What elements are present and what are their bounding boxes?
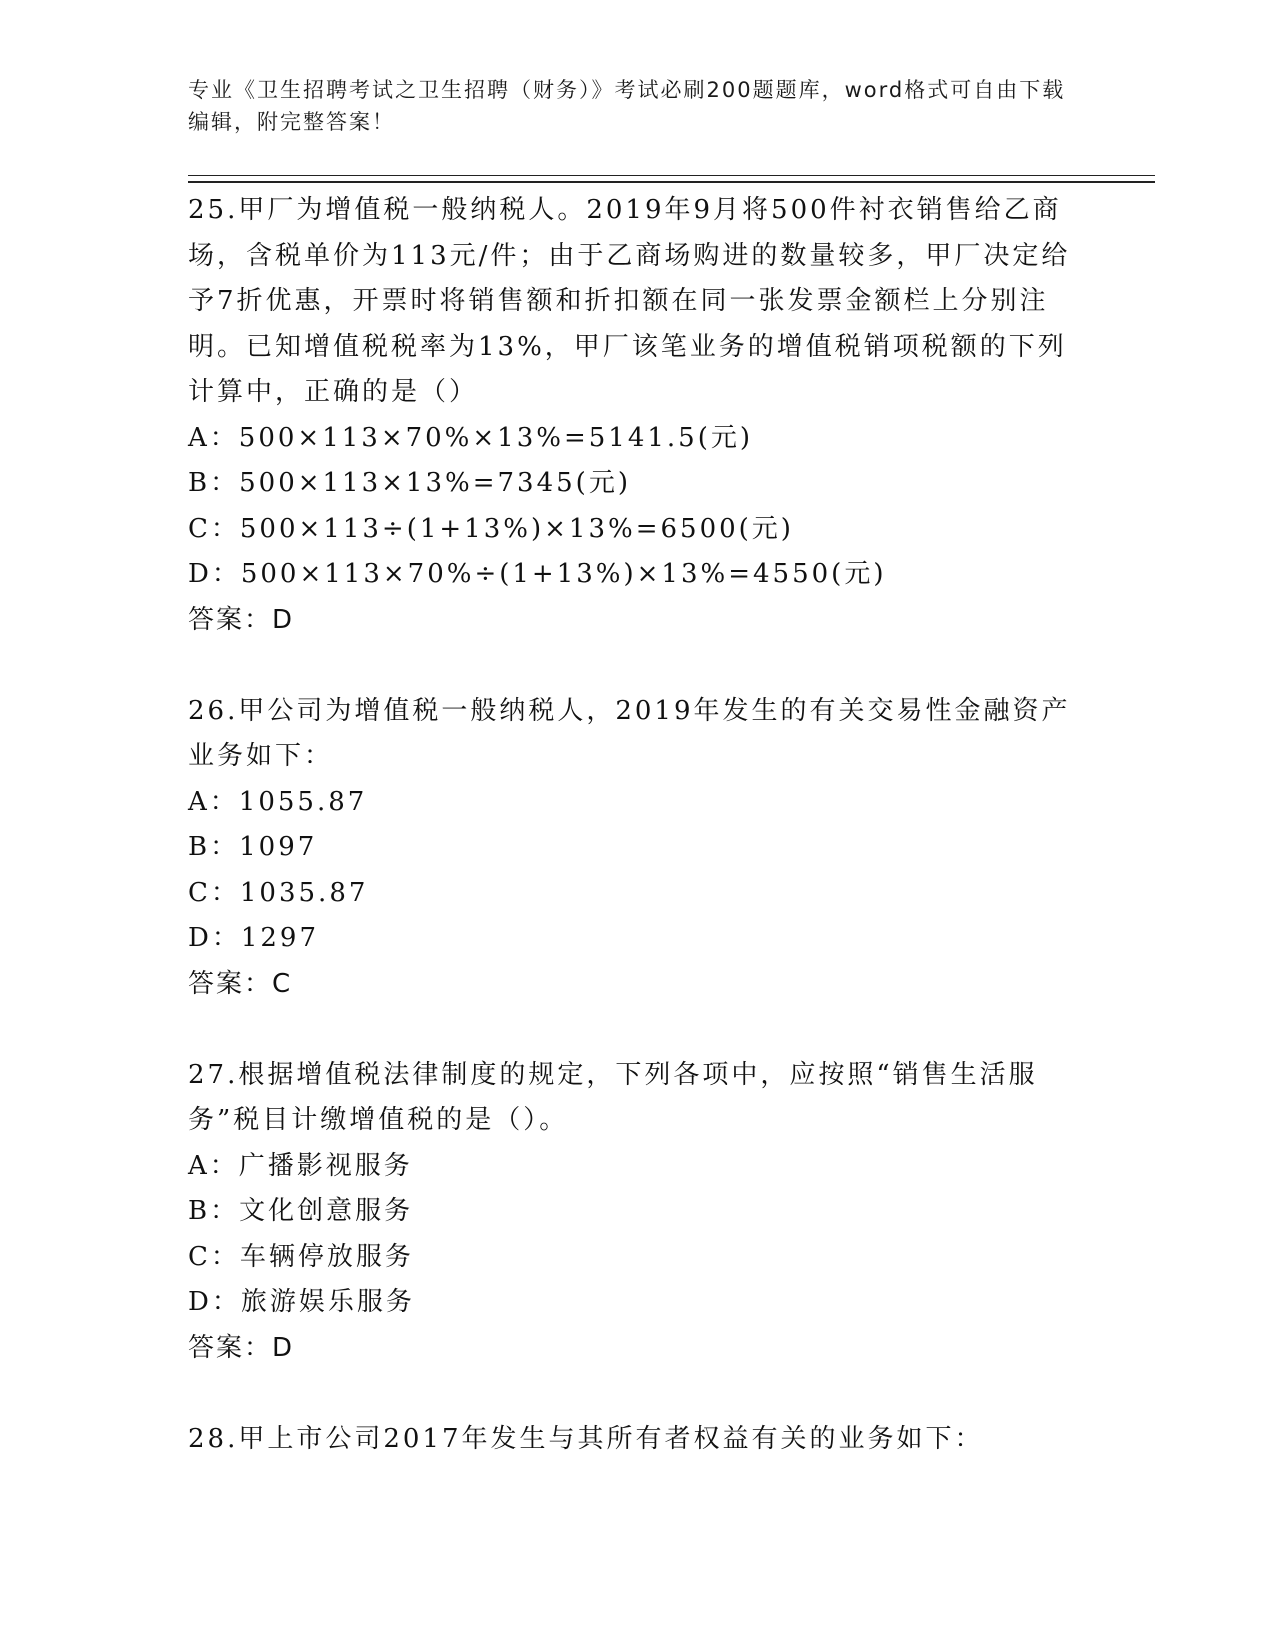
question-26 — [188, 689, 1088, 1008]
option-c: C：500×113÷(1+13%)×13%=6500(元) — [188, 513, 794, 544]
question-stem: 28.甲上市公司2017年发生与其所有者权益有关的业务如下： — [188, 1423, 984, 1454]
option-b: B：500×113×13%=7345(元) — [188, 468, 631, 498]
question-stem: 26.甲公司为增值税一般纳税人，2019年发生的有关交易性金融资产业务如下： — [188, 695, 1071, 771]
question-list — [188, 188, 1088, 1508]
option-b: B：1097 — [188, 832, 318, 862]
document-header: 专业《卫生招聘考试之卫生招聘（财务）》考试必刷200题题库，word格式可自由下载编辑，附完整答案！ — [188, 78, 1066, 134]
question-27 — [188, 1053, 1088, 1372]
answer-line: 答案：D — [188, 604, 295, 635]
option-d: D：1297 — [188, 923, 320, 953]
header-divider-thin — [188, 175, 1155, 176]
option-d: D：500×113×70%÷(1+13%)×13%=4550(元) — [188, 559, 887, 589]
option-b: B：文化创意服务 — [188, 1196, 414, 1226]
option-c: C：车辆停放服务 — [188, 1241, 414, 1272]
question-25 — [188, 188, 1088, 643]
option-c: C：1035.87 — [188, 877, 369, 908]
answer-line: 答案：D — [188, 1332, 295, 1363]
option-a: A：广播影视服务 — [188, 1150, 413, 1181]
option-d: D：旅游娱乐服务 — [188, 1287, 415, 1317]
option-a: A：500×113×70%×13%=5141.5(元) — [188, 422, 754, 453]
question-28 — [188, 1417, 1088, 1463]
answer-line: 答案：C — [188, 968, 293, 999]
question-stem: 27.根据增值税法律制度的规定，下列各项中，应按照“销售生活服务”税目计缴增值税的是（）。 — [188, 1059, 1038, 1135]
option-a: A：1055.87 — [188, 786, 368, 817]
header-divider-thick — [188, 181, 1155, 183]
question-stem: 25.甲厂为增值税一般纳税人。2019年9月将500件衬衣销售给乙商场，含税单价为113元/件；由于乙商场购进的数量较多，甲厂决定给予7折优惠，开票时将销售额和折扣额在同一张发票金额栏上分别注明。已知增值税税率为13%，甲厂该笔业务的增值税销项税额的下列计算中，正确的是（） — [188, 195, 1071, 407]
